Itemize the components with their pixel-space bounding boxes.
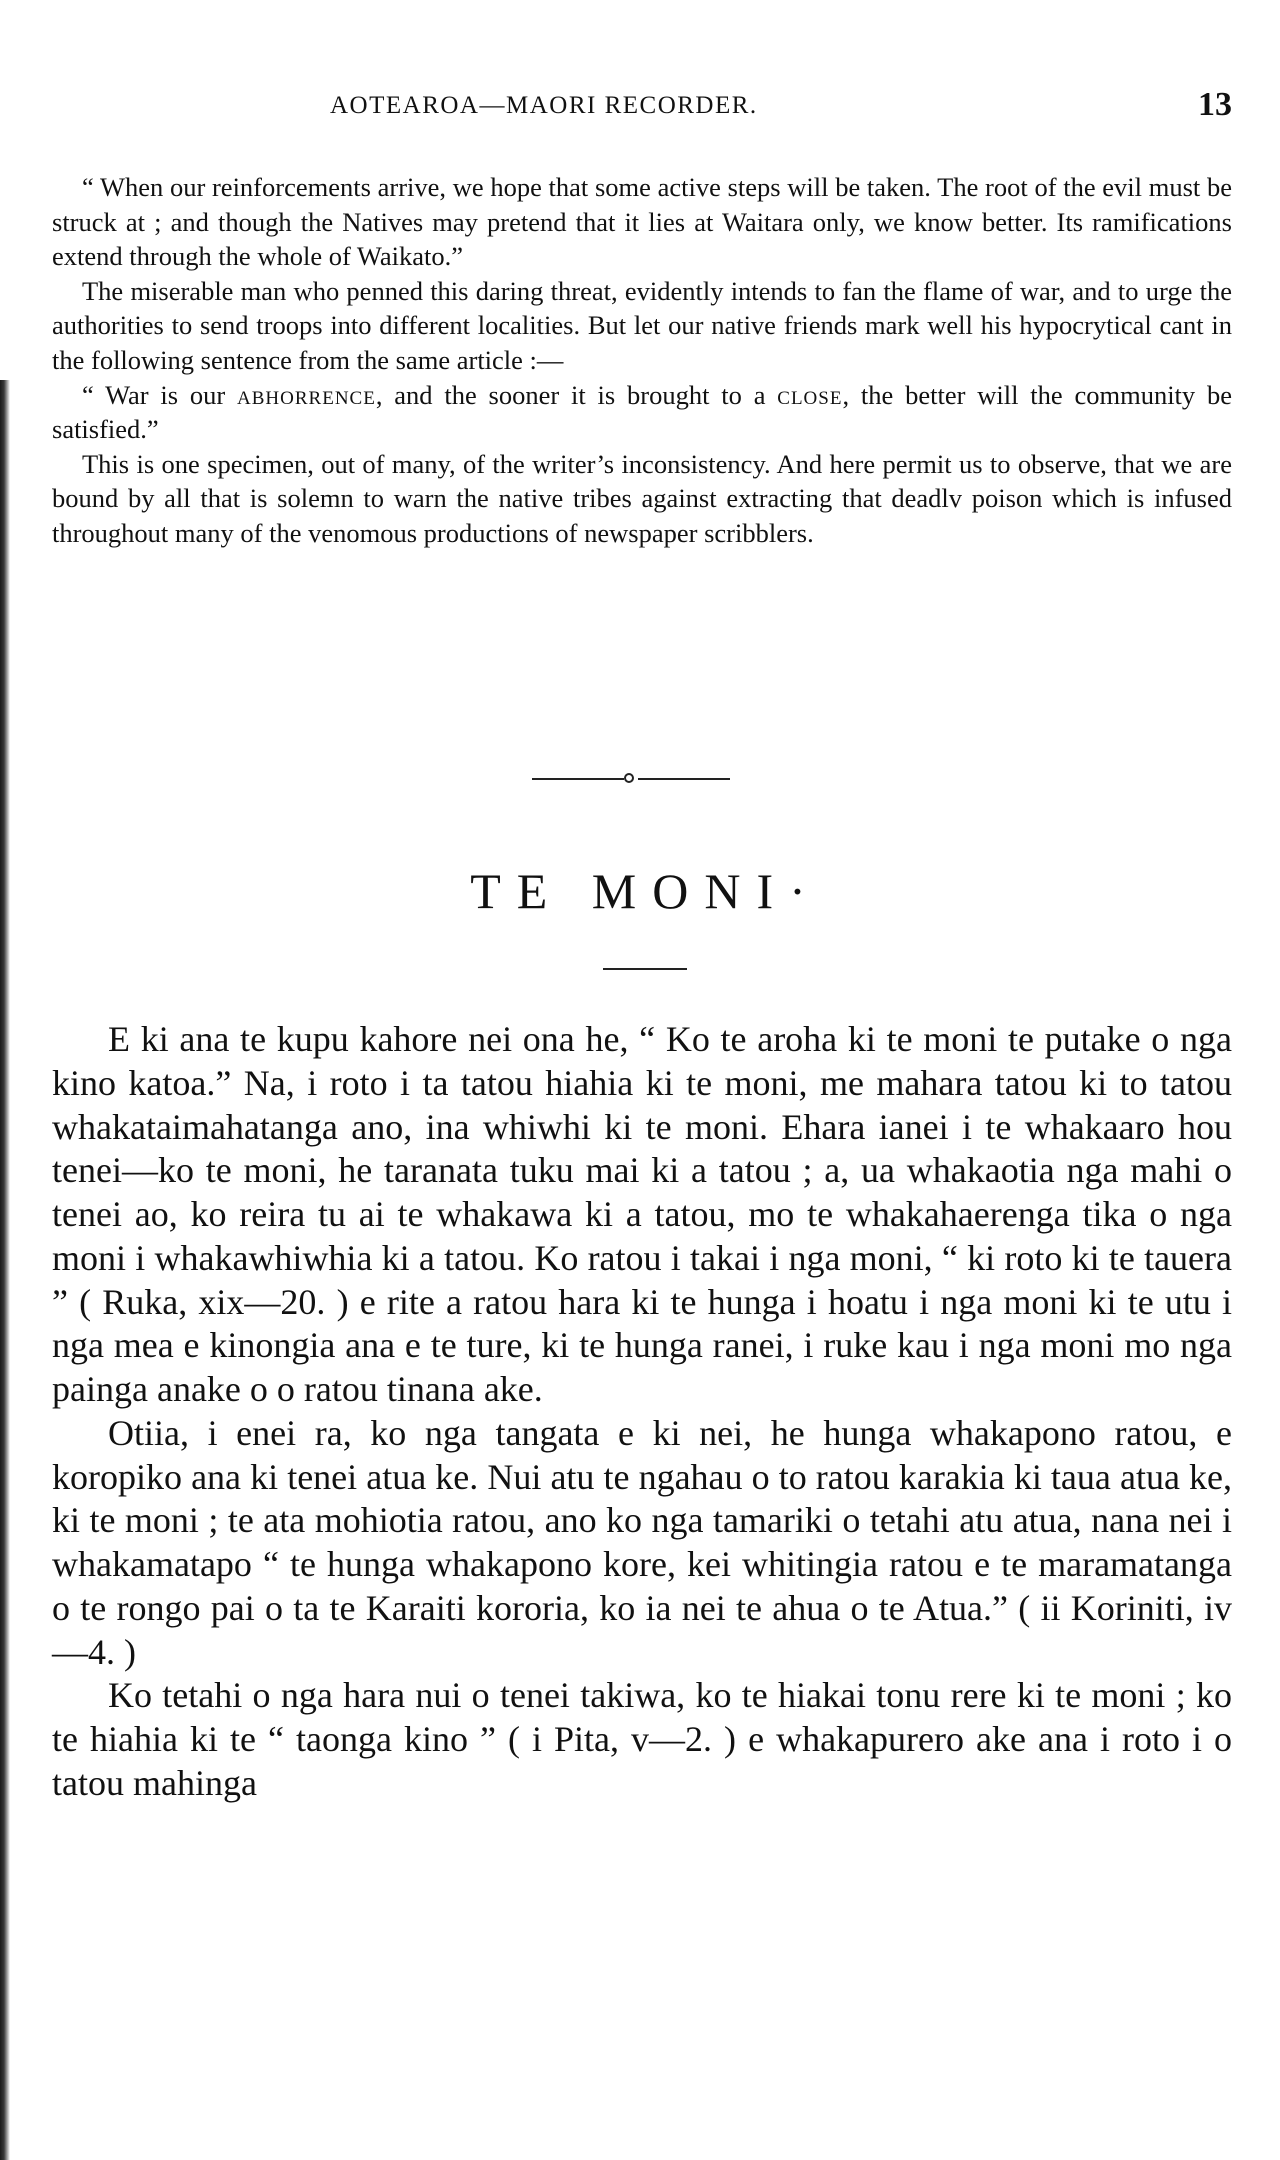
- quoted-sentence: [52, 378, 1232, 447]
- emphasis-close: close: [777, 379, 843, 410]
- article-continuation: [52, 170, 1232, 551]
- body-paragraph: Ko tetahi o nga hara nui o tenei takiwa, ko te hiakai tonu rere ki te moni ; ko te hiahia ki te “ taonga kino ” ( i Pita, v—2. ) e whakapurero ake ana i roto i o tatou mahinga: [52, 1675, 1232, 1803]
- divider-line-left: [532, 778, 624, 780]
- emphasis-abhorrence: abhorrence: [237, 379, 376, 410]
- page-header: [52, 86, 1232, 132]
- quoted-passage: “ When our reinforcements arrive, we hope that some active steps will be taken. The root of the evil must be struck at ; and though the Natives may pretend that it lies at Waitara only, we know better. Its ramifications extend through the whole of Waikato.”: [52, 172, 1232, 272]
- running-title: AOTEAROA—MAORI RECORDER.: [330, 92, 758, 119]
- body-paragraph: Otiia, i enei ra, ko nga tangata e ki nei, he hunga whakapono ratou, e koropiko ana ki tenei atua ke. Nui atu te ngahau o to ratou karakia ki taua atua ke, ki te moni ; te ata mohiotia ratou, ano ko nga tamariki o tetahi atu atua, nana nei i whakamatapo “ te hunga whakapono kore, kei whitingia ratou e te maramatanga o te rongo pai o ta te Karaiti kororia, ko ia nei te ahua o te Atua.” ( ii Koriniti, iv—4. ): [52, 1412, 1232, 1672]
- page-number: 13: [1198, 86, 1232, 123]
- divider-circle: [624, 773, 634, 783]
- closing-paragraph: This is one specimen, out of many, of the writer’s inconsistency. And here permit us to observe, that we are bound by all that is solemn to warn the native tribes against extracting that deadlv poison which is infused throughout many of the venomous productions of newspaper scribblers.: [52, 448, 1232, 548]
- section-divider-ornament: [52, 768, 1232, 788]
- quote-text-end: , the better will the community be satisfied.”: [52, 379, 1233, 445]
- commentary-paragraph: The miserable man who penned this daring threat, evidently intends to fan the flame of war, and to urge the authorities to send troops into different localities. But let our native friends mark well his hypocrytical cant in the following sentence from the same article :—: [52, 275, 1232, 375]
- section-title: TE MONI·: [470, 863, 822, 919]
- body-paragraph: E ki ana te kupu kahore nei ona he, “ Ko te aroha ki te moni te putake o nga kino katoa.” Na, i roto i ta tatou hiahia ki te moni, me mahara tatou ki to tatou whakataimahatanga ano, ina whiwhi ki te moni. Ehara ianei i te whakaaro hou tenei—ko te moni, he taranata tuku mai ki a tatou ; a, ua whakaotia nga mahi o tenei ao, ko reira tu ai te whakawa ki a tatou, mo te whakahaerenga tika o nga moni i whakawhiwhia ki a tatou. Ko ratou i takai i nga moni, “ ki roto ki te tauera ” ( Ruka, xix—20. ) e rite a ratou hara ki te hunga i hoatu i nga moni ki te utu i nga mea e kinongia ana e te ture, ki te hunga ranei, i ruke kau i nga moni mo nga painga anake o o ratou tinana ake.: [52, 1019, 1232, 1409]
- scan-binding-edge: [0, 380, 10, 2160]
- title-underline-rule: [603, 968, 687, 970]
- book-page: [52, 0, 1232, 2155]
- divider-line-right: [638, 778, 730, 780]
- section-body: [52, 1018, 1232, 1806]
- quote-text-start: “ War is our: [82, 379, 238, 410]
- quote-text-middle: , and the sooner it is brought to a: [375, 379, 778, 410]
